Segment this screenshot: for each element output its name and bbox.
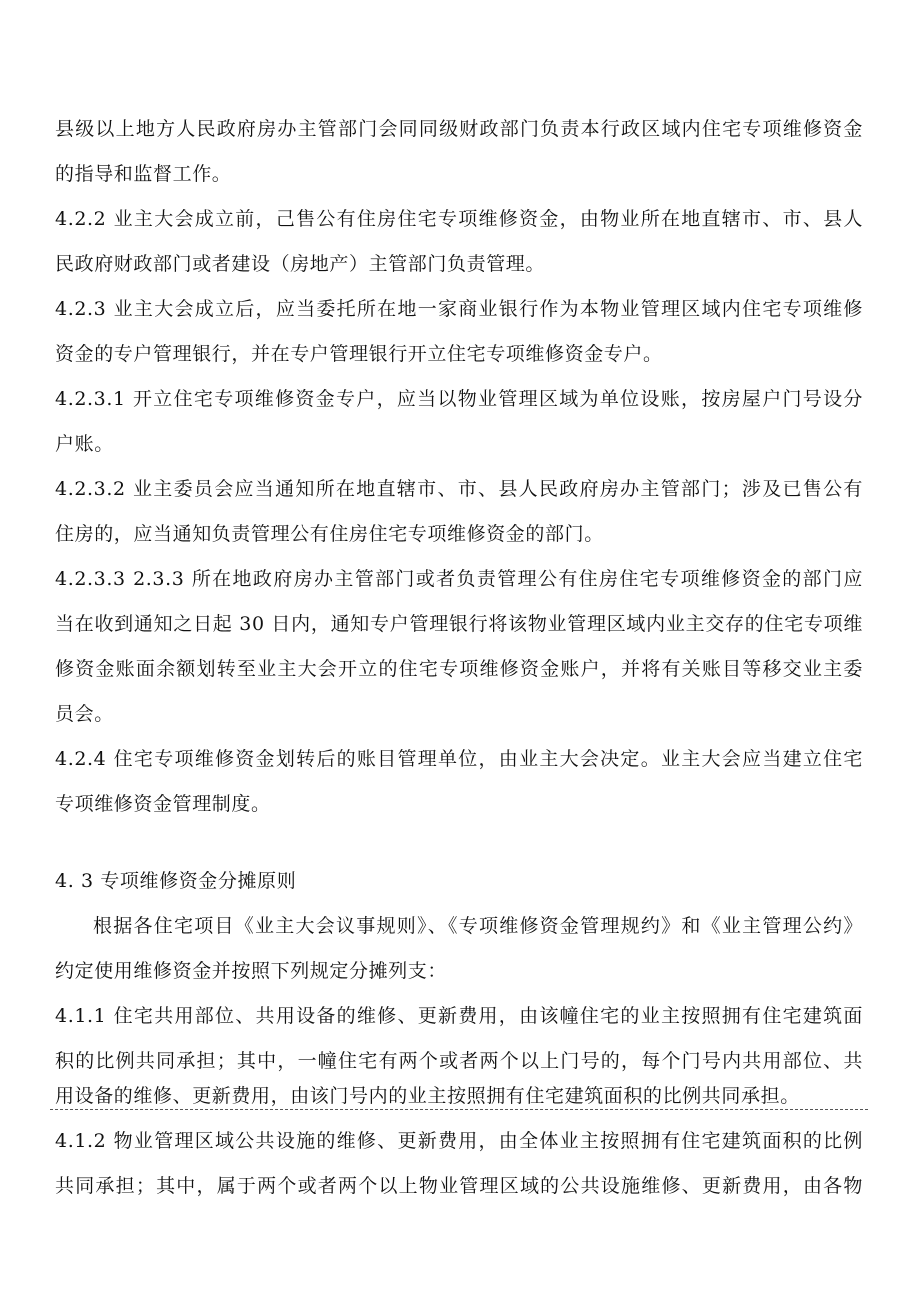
clause-4-1-2-line: 4.1.2 物业管理区域公共设施的维修、更新费用，由全体业主按照拥有住宅建筑面积的比例: [55, 1130, 863, 1152]
page-divider: [50, 1109, 868, 1110]
clause-4-2-3-2-line: 4.2.3.2 业主委员会应当通知所在地直辖市、市、县人民政府房办主管部门；涉及已售公有: [55, 478, 863, 500]
clause-4-2-3-1-line: 户账。: [55, 433, 114, 455]
clause-4-2-3-3-line: 修资金账面余额划转至业主大会开立的住宅专项维修资金账户，并将有关账目等移交业主委: [55, 658, 863, 680]
clause-4-2-4-line: 专项维修资金管理制度。: [55, 793, 271, 815]
clause-4-2-2-line: 4.2.2 业主大会成立前，己售公有住房住宅专项维修资金，由物业所在地直辖市、市、县人: [55, 208, 863, 230]
intro-line: 根据各住宅项目《业主大会议事规则》、《专项维修资金管理规约》和《业主管理公约》: [93, 915, 863, 937]
clause-4-2-3-line: 资金的专户管理银行，并在专户管理银行开立住宅专项维修资金专户。: [55, 343, 663, 365]
clause-4-2-3-3-line: 员会。: [55, 703, 114, 725]
intro-line: 约定使用维修资金并按照下列规定分摊列支：: [55, 960, 448, 982]
section-heading: 4. 3 专项维修资金分摊原则: [55, 870, 297, 892]
clause-4-1-1-line: 4.1.1 住宅共用部位、共用设备的维修、更新费用，由该幢住宅的业主按照拥有住宅建筑面: [55, 1005, 863, 1027]
paragraph-line: 的指导和监督工作。: [55, 163, 232, 185]
clause-4-2-3-2-line: 住房的，应当通知负责管理公有住房住宅专项维修资金的部门。: [55, 523, 604, 545]
clause-4-1-1-line: 积的比例共同承担；其中，一幢住宅有两个或者两个以上门号的，每个门号内共用部位、共: [55, 1050, 863, 1072]
clause-4-1-2-line: 共同承担；其中，属于两个或者两个以上物业管理区域的公共设施维修、更新费用，由各物: [55, 1175, 863, 1197]
clause-4-2-3-line: 4.2.3 业主大会成立后，应当委托所在地一家商业银行作为本物业管理区域内住宅专项维修: [55, 298, 863, 320]
clause-4-2-4-line: 4.2.4 住宅专项维修资金划转后的账目管理单位，由业主大会决定。业主大会应当建立住宅: [55, 748, 863, 770]
paragraph-line: 县级以上地方人民政府房办主管部门会同同级财政部门负责本行政区域内住宅专项维修资金: [55, 118, 863, 140]
clause-4-2-3-3-line: 当在收到通知之日起 30 日内，通知专户管理银行将该物业管理区域内业主交存的住宅专项维: [55, 613, 863, 635]
clause-4-2-2-line: 民政府财政部门或者建设（房地产）主管部门负责管理。: [55, 253, 546, 275]
clause-4-2-3-3-line: 4.2.3.3 2.3.3 所在地政府房办主管部门或者负责管理公有住房住宅专项维修资金的部门应: [55, 568, 863, 590]
clause-4-2-3-1-line: 4.2.3.1 开立住宅专项维修资金专户，应当以物业管理区域为单位设账，按房屋户门号设分: [55, 388, 863, 410]
clause-4-1-1-line: 用设备的维修、更新费用，由该门号内的业主按照拥有住宅建筑面积的比例共同承担。: [55, 1085, 800, 1107]
